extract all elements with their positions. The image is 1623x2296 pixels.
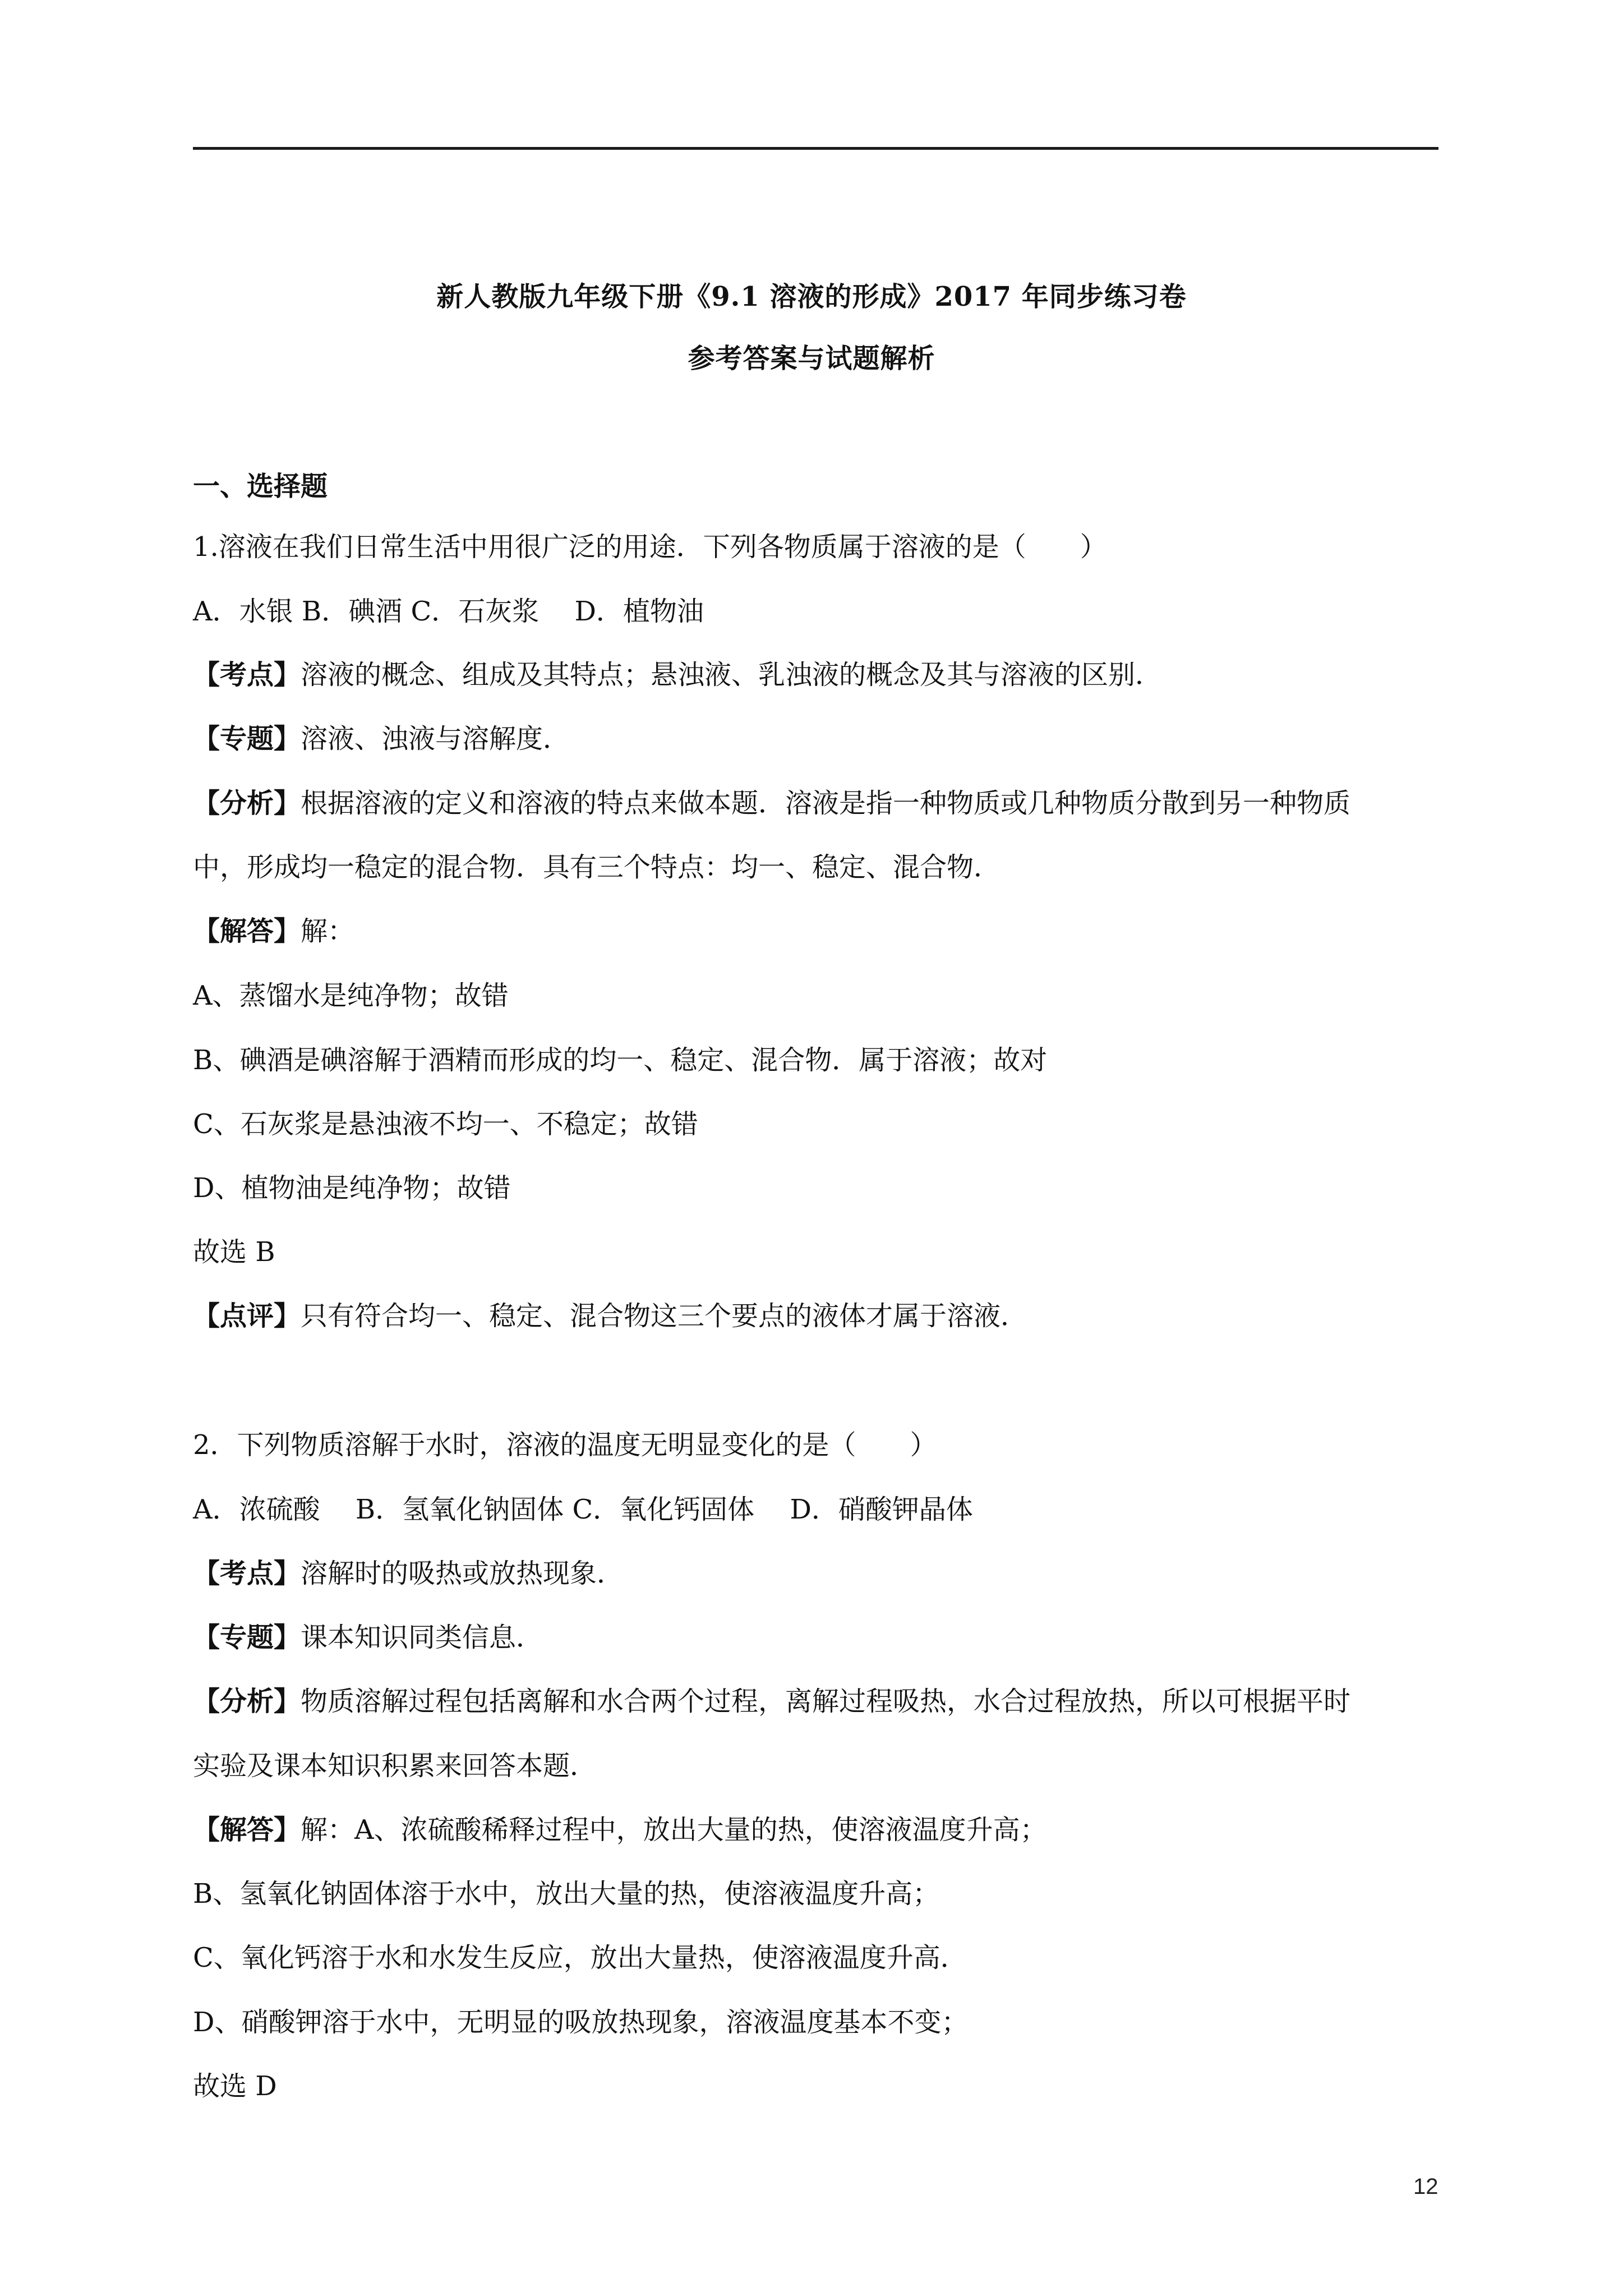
q1-dianping bbox=[193, 1299, 1027, 1333]
fenxi-tag: 【分析】 bbox=[193, 788, 301, 819]
q2-kaodian bbox=[193, 1557, 624, 1590]
q1-option-a-explain: A、蒸馏水是纯净物；故错 bbox=[193, 980, 509, 1011]
dianping-tag: 【点评】 bbox=[193, 1300, 301, 1332]
q2-answer: 故选 D bbox=[193, 2070, 277, 2102]
jieda-text: 解： bbox=[301, 915, 355, 947]
document-title: 新人教版九年级下册《9.1 溶液的形成》2017 年同步练习卷 bbox=[436, 281, 1187, 312]
dianping-text: 只有符合均一、稳定、混合物这三个要点的液体才属于溶液． bbox=[301, 1300, 1028, 1332]
fenxi-text: 物质溶解过程包括离解和水合两个过程，离解过程吸热，水合过程放热，所以可根据平时 bbox=[301, 1686, 1351, 1717]
q2-stem: 2．下列物质溶解于水时，溶液的温度无明显变化的是（ ） bbox=[193, 1429, 937, 1461]
q1-fenxi bbox=[193, 786, 1350, 820]
q1-option-d-explain: D、植物油是纯净物；故错 bbox=[193, 1172, 511, 1204]
q1-options: A．水银 B．碘酒 C．石灰浆 D．植物油 bbox=[193, 596, 704, 627]
q1-kaodian bbox=[193, 658, 1162, 692]
q1-option-c-explain: C、石灰浆是悬浊液不均一、不稳定；故错 bbox=[193, 1108, 698, 1140]
jieda-tag: 【解答】 bbox=[193, 915, 301, 947]
q2-option-d-explain: D、硝酸钾溶于水中，无明显的吸放热现象，溶液温度基本不变； bbox=[193, 2007, 969, 2038]
page-number: 12 bbox=[1413, 2174, 1438, 2199]
jieda-tag: 【解答】 bbox=[193, 1814, 301, 1846]
q2-jieda bbox=[193, 1813, 1047, 1847]
q1-zhuanti bbox=[193, 722, 570, 756]
fenxi-text: 根据溶液的定义和溶液的特点来做本题．溶液是指一种物质或几种物质分散到另一种物质 bbox=[301, 788, 1351, 819]
q1-stem: 1.溶液在我们日常生活中用很广泛的用途．下列各物质属于溶液的是（ ） bbox=[193, 531, 1107, 563]
jieda-text: 解：A、浓硫酸稀释过程中，放出大量的热，使溶液温度升高； bbox=[301, 1814, 1047, 1846]
q2-fenxi bbox=[193, 1685, 1350, 1718]
q1-fenxi-cont: 中，形成均一稳定的混合物．具有三个特点：均一、稳定、混合物． bbox=[193, 852, 1001, 883]
header-rule bbox=[193, 147, 1438, 150]
kaodian-text: 溶液的概念、组成及其特点；悬浊液、乳浊液的概念及其与溶液的区别． bbox=[301, 659, 1163, 691]
q2-option-c-explain: C、氧化钙溶于水和水发生反应，放出大量热，使溶液温度升高． bbox=[193, 1942, 967, 1973]
section-heading: 一、选择题 bbox=[193, 471, 328, 502]
kaodian-text: 溶解时的吸热或放热现象． bbox=[301, 1558, 624, 1589]
kaodian-tag: 【考点】 bbox=[193, 1558, 301, 1589]
q2-options: A．浓硫酸 B．氢氧化钠固体 C．氧化钙固体 D．硝酸钾晶体 bbox=[193, 1494, 973, 1525]
q1-option-b-explain: B、碘酒是碘溶解于酒精而形成的均一、稳定、混合物．属于溶液；故对 bbox=[193, 1045, 1048, 1076]
zhuanti-text: 课本知识同类信息． bbox=[301, 1622, 543, 1653]
fenxi-tag: 【分析】 bbox=[193, 1686, 301, 1717]
kaodian-tag: 【考点】 bbox=[193, 659, 301, 691]
q2-zhuanti bbox=[193, 1621, 543, 1654]
document-subtitle: 参考答案与试题解析 bbox=[688, 343, 935, 374]
q1-jieda bbox=[193, 914, 354, 948]
zhuanti-tag: 【专题】 bbox=[193, 723, 301, 754]
q2-option-b-explain: B、氢氧化钠固体溶于水中，放出大量的热，使溶液温度升高； bbox=[193, 1878, 940, 1910]
zhuanti-text: 溶液、浊液与溶解度． bbox=[301, 723, 570, 754]
q1-answer: 故选 B bbox=[193, 1236, 275, 1268]
q2-fenxi-cont: 实验及课本知识积累来回答本题． bbox=[193, 1750, 597, 1782]
zhuanti-tag: 【专题】 bbox=[193, 1622, 301, 1653]
